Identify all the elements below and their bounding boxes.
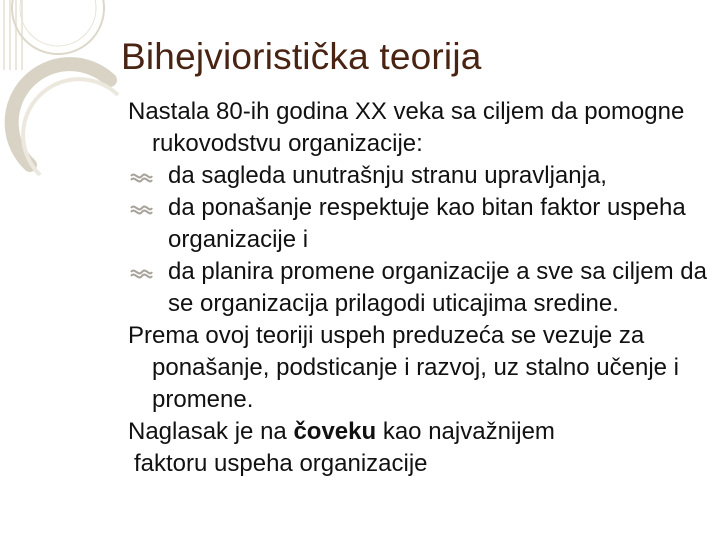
- bullet-text: da sagleda unutrašnju stranu upravljanja,: [168, 162, 607, 189]
- bullet-item: [128, 256, 718, 320]
- cut-off-line: faktoru uspeha organizacije: [134, 450, 428, 477]
- naglasak-paragraph: [128, 416, 718, 448]
- bullet-item: [128, 192, 718, 256]
- decorative-circles: [0, 0, 140, 220]
- swirl-bullet-icon: [128, 256, 154, 288]
- prema-paragraph: Prema ovoj teoriji uspeh preduzeća se vezuje za ponašanje, podsticanje i razvoj, uz stalno učenje i promene.: [128, 322, 679, 413]
- bullet-text: da ponašanje respektuje kao bitan faktor uspeha organizacije i: [168, 194, 686, 253]
- slide-content: [128, 96, 718, 477]
- bullet-text: da planira promene organizacije a sve sa ciljem da se organizacija prilagodi uticajima sredine.: [168, 258, 707, 317]
- slide-title: Bihejvioristička teorija: [121, 36, 482, 77]
- naglasak-bold-word: čoveku: [293, 418, 377, 445]
- naglasak-text-before: Naglasak je na: [128, 418, 294, 445]
- naglasak-text-after: kao najvažnijem: [376, 418, 555, 445]
- intro-paragraph: Nastala 80-ih godina XX veka sa ciljem da pomogne rukovodstvu organizacije:: [128, 98, 685, 157]
- swirl-bullet-icon: [128, 192, 154, 224]
- bullet-item: [128, 160, 718, 192]
- swirl-bullet-icon: [128, 160, 154, 192]
